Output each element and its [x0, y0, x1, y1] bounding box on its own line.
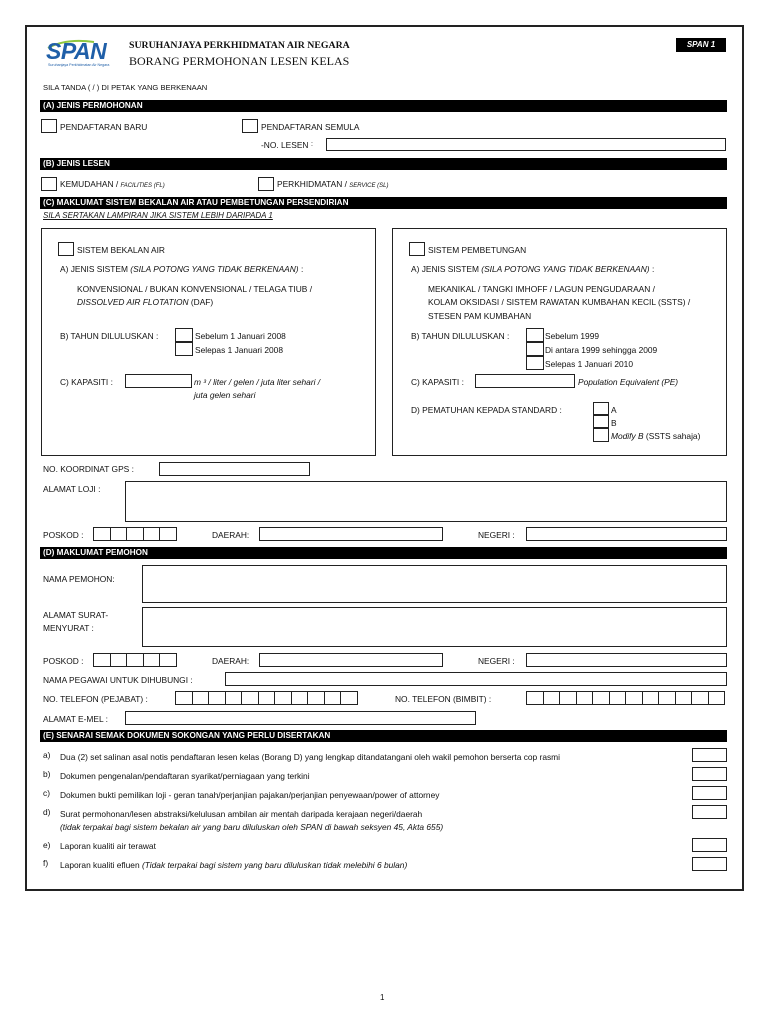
plant-state-field[interactable] — [526, 527, 727, 541]
label-facilities — [60, 179, 165, 191]
instruction-text: SILA TANDA ( / ) DI PETAK YANG BERKENAAN — [43, 83, 208, 92]
label-sewerage-1999-2009: Di antara 1999 sehingga 2009 — [545, 345, 658, 355]
phone-office-field[interactable] — [175, 691, 358, 705]
applicant-district-field[interactable] — [259, 653, 443, 667]
plant-address-field[interactable] — [125, 481, 727, 522]
label-supply-before-2008: Sebelum 1 Januari 2008 — [195, 331, 286, 341]
supply-type-hint: (SILA POTONG YANG TIDAK BERKENAAN) — [130, 264, 299, 274]
mail-address-field[interactable] — [142, 607, 727, 647]
doc-f-text: Laporan kualiti efluen — [60, 860, 140, 870]
section-b-bar: (B) JENIS LESEN — [40, 158, 727, 170]
label-sewerage-after-2010: Selepas 1 Januari 2010 — [545, 359, 634, 369]
sewerage-type-label-text: A) JENIS SISTEM — [411, 264, 479, 274]
checkbox-standard-b[interactable] — [593, 415, 609, 428]
sewerage-year-label: B) TAHUN DILULUSKAN : — [411, 331, 510, 341]
mail-address-label-2: MENYURAT : — [43, 623, 94, 633]
sewerage-title: SISTEM PEMBETUNGAN — [428, 245, 527, 255]
checkbox-sewerage-after-2010[interactable] — [526, 356, 544, 370]
plant-state-label: NEGERI : — [478, 530, 515, 540]
contact-person-field[interactable] — [225, 672, 727, 686]
doc-d-text: Surat permohonan/lesen abstraksi/kelulusan ambilan air mentah daripada kerajaan negeri/daerah — [60, 809, 423, 819]
section-e-bar: (E) SENARAI SEMAK DOKUMEN SOKONGAN YANG PERLU DISERTAKAN — [40, 730, 727, 742]
checkbox-doc-c[interactable] — [692, 786, 727, 800]
doc-f-text-row — [60, 860, 407, 870]
licence-no-field[interactable] — [326, 138, 726, 151]
section-c-note: SILA SERTAKAN LAMPIRAN JIKA SISTEM LEBIH DARIPADA 1 — [43, 211, 273, 220]
label-new-registration: PENDAFTARAN BARU — [60, 122, 148, 132]
form-code-badge: SPAN 1 — [676, 38, 726, 52]
applicant-name-label: NAMA PEMOHON: — [43, 574, 115, 584]
phone-mobile-field[interactable] — [526, 691, 725, 705]
sewerage-type-line2: KOLAM OKSIDASI / SISTEM RAWATAN KUMBAHAN KECIL (SSTS) / — [428, 297, 691, 307]
sewerage-capacity-field[interactable] — [475, 374, 575, 388]
doc-c-text: Dokumen bukti pemilikan loji - geran tanah/perjanjian pajakan/perjanjian penyewaan/power of attorney — [60, 790, 440, 800]
water-supply-panel — [41, 228, 376, 456]
org-name: SURUHANJAYA PERKHIDMATAN AIR NEGARA — [129, 40, 350, 51]
supply-capacity-label: C) KAPASITI : — [60, 377, 113, 387]
label-facilities-ms: KEMUDAHAN / — [60, 179, 119, 189]
checkbox-doc-f[interactable] — [692, 857, 727, 871]
checkbox-standard-a[interactable] — [593, 402, 609, 415]
plant-postcode-field[interactable] — [93, 527, 177, 541]
checkbox-doc-d[interactable] — [692, 805, 727, 819]
doc-b-letter: b) — [43, 769, 51, 779]
applicant-postcode-field[interactable] — [93, 653, 177, 667]
water-supply-title: SISTEM BEKALAN AIR — [77, 245, 165, 255]
doc-d-note: (tidak terpakai bagi sistem bekalan air yang baru diluluskan oleh SPAN di bawah seksyen 45, Akta 655) — [60, 822, 444, 832]
section-c-bar: (C) MAKLUMAT SISTEM BEKALAN AIR ATAU PEMBETUNGAN PERSENDIRIAN — [40, 197, 727, 209]
sewerage-type-line1: MEKANIKAL / TANGKI IMHOFF / LAGUN PENGUDARAAN / — [428, 284, 655, 294]
supply-type-label-text: A) JENIS SISTEM — [60, 264, 128, 274]
email-label: ALAMAT E-MEL : — [43, 714, 108, 724]
supply-year-label: B) TAHUN DILULUSKAN : — [60, 331, 159, 341]
phone-mobile-label: NO. TELEFON (BIMBIT) : — [395, 694, 492, 704]
label-modify-b-note: (SSTS sahaja) — [645, 431, 701, 441]
sewerage-panel — [392, 228, 727, 456]
supply-capacity-unit1: m ³ / liter / gelen / juta liter sehari / — [194, 377, 321, 387]
checkbox-standard-modify-b[interactable] — [593, 428, 609, 442]
gps-label: NO. KOORDINAT GPS : — [43, 464, 134, 474]
applicant-state-field[interactable] — [526, 653, 727, 667]
label-service — [277, 179, 389, 191]
checkbox-supply-before-2008[interactable] — [175, 328, 193, 342]
applicant-postcode-label: POSKOD : — [43, 656, 84, 666]
supply-type-daf: DISSOLVED AIR FLOTATION — [77, 297, 189, 307]
checkbox-sewerage[interactable] — [409, 242, 425, 256]
label-sewerage-before-1999: Sebelum 1999 — [545, 331, 600, 341]
doc-b-text: Dokumen pengenalan/pendaftaran syarikat/perniagaan yang terkini — [60, 771, 310, 781]
checkbox-service[interactable] — [258, 177, 274, 191]
supply-capacity-unit2: juta gelen sehari — [194, 390, 256, 400]
doc-a-letter: a) — [43, 750, 51, 760]
sewerage-standard-label: D) PEMATUHAN KEPADA STANDARD : — [411, 405, 562, 415]
span-logo — [46, 36, 122, 70]
sewerage-type-colon: : — [651, 264, 655, 274]
section-a-bar: (A) JENIS PERMOHONAN — [40, 100, 727, 112]
checkbox-re-registration[interactable] — [242, 119, 258, 133]
supply-type-label — [60, 264, 303, 274]
section-d-bar: (D) MAKLUMAT PEMOHON — [40, 547, 727, 559]
checkbox-supply-after-2008[interactable] — [175, 342, 193, 356]
sewerage-type-label — [411, 264, 654, 274]
label-standard-b: B — [611, 418, 617, 428]
label-facilities-en: FACILITIES (FL) — [120, 183, 165, 189]
applicant-district-label: DAERAH: — [212, 656, 250, 666]
checkbox-sewerage-before-1999[interactable] — [526, 328, 544, 342]
email-field[interactable] — [125, 711, 476, 725]
doc-e-letter: e) — [43, 840, 51, 850]
logo-tagline: Suruhanjaya Perkhidmatan Air Negara — [48, 63, 110, 67]
sewerage-capacity-label: C) KAPASITI : — [411, 377, 464, 387]
label-service-en: SERVICE (SL) — [349, 183, 389, 189]
gps-field[interactable] — [159, 462, 310, 476]
page-number: 1 — [380, 993, 385, 1002]
checkbox-doc-b[interactable] — [692, 767, 727, 781]
supply-type-line1: KONVENSIONAL / BUKAN KONVENSIONAL / TELAGA TIUB / — [77, 284, 313, 294]
checkbox-doc-e[interactable] — [692, 838, 727, 852]
sewerage-type-hint: (SILA POTONG YANG TIDAK BERKENAAN) — [481, 264, 650, 274]
label-re-registration: PENDAFTARAN SEMULA — [261, 122, 360, 132]
sewerage-type-line3: STESEN PAM KUMBAHAN — [428, 311, 532, 321]
label-modify-b: Modify B — [611, 431, 644, 441]
form-title: BORANG PERMOHONAN LESEN KELAS — [129, 54, 350, 68]
logo-text: SPAN — [46, 38, 107, 64]
doc-c-letter: c) — [43, 788, 50, 798]
doc-f-letter: f) — [43, 858, 49, 868]
checkbox-doc-a[interactable] — [692, 748, 727, 762]
supply-type-line2 — [77, 297, 213, 307]
checkbox-new-registration[interactable] — [41, 119, 57, 133]
label-standard-a: A — [611, 405, 617, 415]
plant-postcode-label: POSKOD : — [43, 530, 84, 540]
label-standard-modify-b — [611, 431, 700, 441]
doc-e-text: Laporan kualiti air terawat — [60, 841, 156, 851]
doc-d-letter: d) — [43, 807, 51, 817]
plant-address-label: ALAMAT LOJI : — [43, 484, 101, 494]
sewerage-capacity-unit: Population Equivalent (PE) — [578, 377, 679, 387]
supply-capacity-field[interactable] — [125, 374, 192, 388]
plant-district-label: DAERAH: — [212, 530, 250, 540]
checkbox-sewerage-1999-2009[interactable] — [526, 342, 544, 356]
checkbox-facilities[interactable] — [41, 177, 57, 191]
doc-f-note: (Tidak terpakai bagi sistem yang baru diluluskan tidak melebihi 6 bulan) — [141, 860, 408, 870]
contact-person-label: NAMA PEGAWAI UNTUK DIHUBUNGI : — [43, 675, 193, 685]
label-licence-no: -NO. LESEN — [261, 140, 309, 150]
supply-type-daf-suffix: (DAF) — [190, 297, 214, 307]
label-service-ms: PERKHIDMATAN / — [277, 179, 347, 189]
licence-no-colon: : — [311, 141, 313, 148]
checkbox-water-supply[interactable] — [58, 242, 74, 256]
label-supply-after-2008: Selepas 1 Januari 2008 — [195, 345, 284, 355]
doc-a-text: Dua (2) set salinan asal notis pendaftaran lesen kelas (Borang D) yang lengkap ditandatangani oleh wakil pemohon berserta cop rasmi — [60, 752, 561, 762]
plant-district-field[interactable] — [259, 527, 443, 541]
applicant-name-field[interactable] — [142, 565, 727, 603]
applicant-state-label: NEGERI : — [478, 656, 515, 666]
mail-address-label-1: ALAMAT SURAT- — [43, 610, 109, 620]
phone-office-label: NO. TELEFON (PEJABAT) : — [43, 694, 148, 704]
supply-type-colon: : — [300, 264, 304, 274]
